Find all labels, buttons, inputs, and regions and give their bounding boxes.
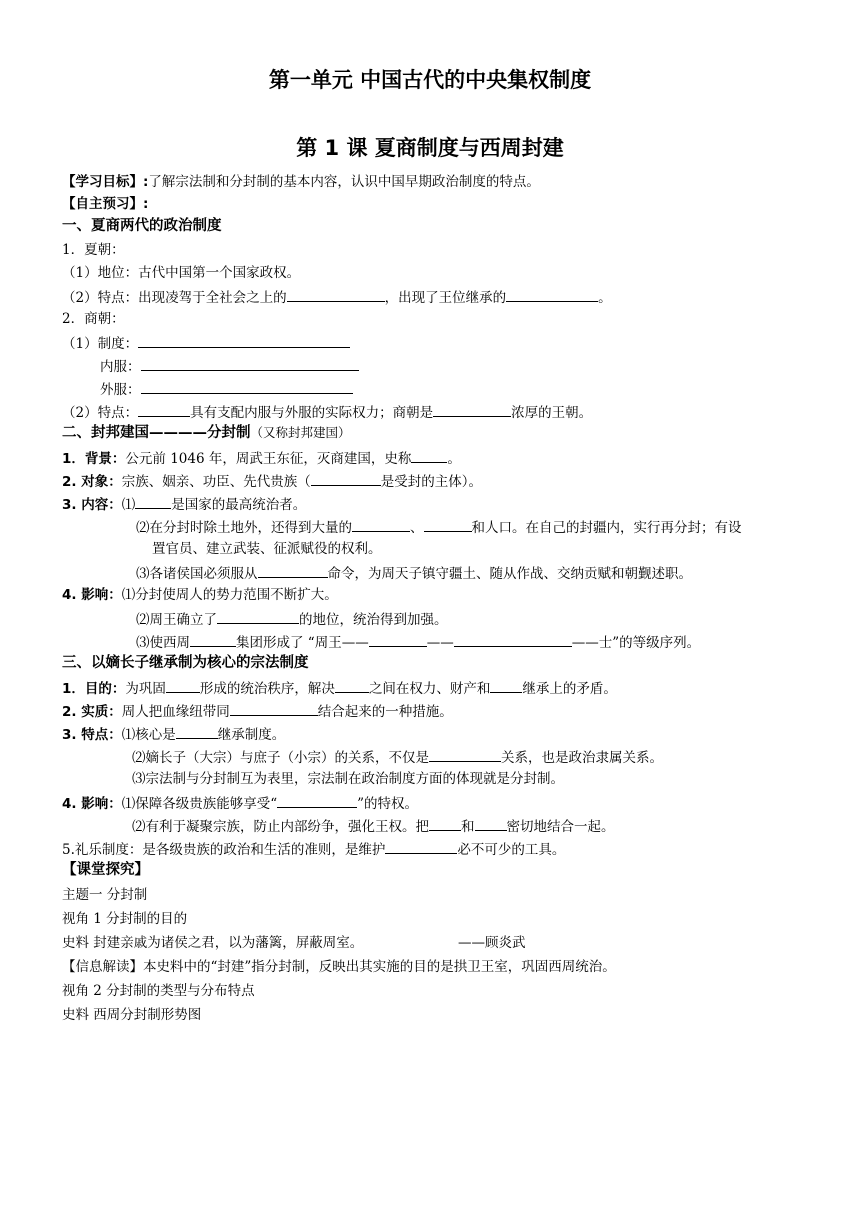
blank-field[interactable] <box>433 402 511 417</box>
fengjian-objects-text-1: 宗族、姻亲、功臣、先代贵族（ <box>121 474 311 490</box>
blank-field[interactable] <box>490 678 522 693</box>
info-interpretation <box>62 958 616 976</box>
fengjian-background-label: 1．背景： <box>62 451 126 467</box>
info-interpretation-text: 本史料中的“封建”指分封制，反映出其实施的目的是拱卫王室，巩固西周统治。 <box>143 959 616 975</box>
fengjian-objects-label: 2. 对象： <box>62 474 122 490</box>
unit-title: 第一单元 中国古代的中央集权制度 <box>268 68 592 92</box>
zongfa-impact-1-text-1: ⑴保障各级贵族能够享受“ <box>121 796 278 812</box>
fengjian-content-1 <box>62 494 306 514</box>
source-2: 史料 西周分封制形势图 <box>62 1007 202 1023</box>
blank-field[interactable] <box>454 632 572 647</box>
shang-neifu-text: 内服： <box>100 359 141 375</box>
fengjian-content-3-text-1: ⑶各诸侯国必须服从 <box>136 566 258 582</box>
blank-field[interactable] <box>176 724 218 739</box>
fengjian-content-2-text-2: 、 <box>410 520 424 536</box>
zongfa-impact-label: 4. 影响： <box>62 796 122 812</box>
fengjian-content-3 <box>136 563 692 583</box>
blank-field[interactable] <box>135 494 171 509</box>
fengjian-impact-1-text: ⑴分封使周人的势力范围不断扩大。 <box>121 587 338 603</box>
shang-waifu <box>100 379 353 399</box>
blank-field[interactable] <box>311 471 381 486</box>
xia-feature-text-3: 。 <box>598 290 612 306</box>
zongfa-impact-2-text-3: 密切地结合一起。 <box>506 819 615 835</box>
shang-system-text: （1）制度： <box>62 336 139 352</box>
blank-field[interactable] <box>190 632 236 647</box>
zongfa-feature-3: ⑶宗法制与分封制互为表里，宗法制在政治制度方面的体现就是分封制。 <box>132 771 564 787</box>
zongfa-essence-text-1: 周人把血缘纽带同 <box>121 704 230 720</box>
self-preview <box>62 195 148 213</box>
zongfa-impact-2-text-1: ⑵有利于凝聚宗族，防止内部纷争，强化王权。把 <box>132 819 429 835</box>
xia-feature-text-1: （2）特点：出现凌驾于全社会之上的 <box>62 290 287 306</box>
fengjian-impact-2-text-2: 的地位，统治得到加强。 <box>299 612 448 628</box>
section-2-heading <box>62 424 351 442</box>
blank-field[interactable] <box>335 678 369 693</box>
fengjian-impact-3 <box>136 632 700 652</box>
liyue-system-text-2: 必不可少的工具。 <box>457 842 566 858</box>
blank-field[interactable] <box>429 816 461 831</box>
learning-goal <box>62 173 540 191</box>
blank-field[interactable] <box>230 701 318 716</box>
shang-feature <box>62 402 592 422</box>
zongfa-impact-2-text-2: 和 <box>461 819 475 835</box>
shang-waifu-text: 外服： <box>100 382 141 398</box>
source-1-author: ——顾炎武 <box>458 935 526 951</box>
fengjian-content-label: 3. 内容： <box>62 497 122 513</box>
classroom-explore-label: 【课堂探究】 <box>62 862 149 878</box>
zongfa-aim-text-4: 继承上的矛盾。 <box>522 681 617 697</box>
blank-field[interactable] <box>385 839 457 854</box>
blank-field[interactable] <box>429 747 501 762</box>
blank-field[interactable] <box>411 448 447 463</box>
blank-field[interactable] <box>141 379 353 394</box>
section-2-heading-text: 二、封邦建国————分封制 <box>62 425 251 441</box>
view-1: 视角 1 分封制的目的 <box>62 911 188 927</box>
xia-label: 1．夏朝： <box>62 242 125 258</box>
zongfa-impact-1 <box>62 793 418 813</box>
shang-feature-text-1: （2）特点： <box>62 405 139 421</box>
fengjian-impact-label: 4. 影响： <box>62 587 122 603</box>
xia-status: （1）地位：古代中国第一个国家政权。 <box>62 265 301 281</box>
fengjian-impact-3-text-1: ⑶使西周 <box>136 635 190 651</box>
fengjian-content-1-text: 是国家的最高统治者。 <box>171 497 307 513</box>
shang-feature-text-2: 具有支配内服与外服的实际权力；商朝是 <box>190 405 434 421</box>
zongfa-aim <box>62 678 617 698</box>
fengjian-background-text-2: 。 <box>447 451 461 467</box>
fengjian-content-2 <box>136 517 742 537</box>
zongfa-aim-text-2: 形成的统治秩序，解决 <box>199 681 335 697</box>
fengjian-objects <box>62 471 482 491</box>
zongfa-essence-text-2: 结合起来的一种措施。 <box>317 704 453 720</box>
fengjian-impact-3-text-2: 集团形成了 “周王—— <box>236 635 369 651</box>
fengjian-content-1-num: ⑴ <box>121 497 136 513</box>
zongfa-impact-1-text-2: ”的特权。 <box>357 796 419 812</box>
learning-goal-colon: : <box>143 174 149 190</box>
fengjian-background <box>62 448 461 468</box>
zongfa-aim-label: 1．目的： <box>62 681 126 697</box>
zongfa-aim-text-3: 之间在权力、财产和 <box>368 681 491 697</box>
zongfa-feature-1-text-2: 继承制度。 <box>217 727 286 743</box>
zongfa-feature-2 <box>132 747 663 767</box>
fengjian-impact-2 <box>136 609 448 629</box>
section-1-heading: 一、夏商两代的政治制度 <box>62 218 222 234</box>
zongfa-essence-label: 2. 实质： <box>62 704 122 720</box>
blank-field[interactable] <box>369 632 427 647</box>
blank-field[interactable] <box>287 287 385 302</box>
zongfa-aim-text-1: 为巩固 <box>125 681 166 697</box>
zongfa-impact-2 <box>132 816 615 836</box>
fengjian-content-2-text-1: ⑵在分封时除土地外，还得到大量的 <box>136 520 352 536</box>
zongfa-feature-1-text-1: ⑴核心是 <box>121 727 176 743</box>
info-interpretation-label: 【信息解读】 <box>62 959 143 975</box>
lesson-title: 第 1 课 夏商制度与西周封建 <box>296 136 564 160</box>
self-preview-label: 【自主预习】 <box>62 196 143 212</box>
fengjian-content-2-cont: 置官员、建立武装、征派赋役的权利。 <box>152 541 382 557</box>
liyue-system <box>62 839 565 859</box>
zongfa-essence <box>62 701 453 721</box>
fengjian-content-2-text-3: 和人口。在自己的封疆内，实行再分封；有设 <box>471 520 742 536</box>
fengjian-content-3-text-2: 命令，为周天子镇守疆土、随从作战、交纳贡赋和朝觐述职。 <box>327 566 692 582</box>
shang-neifu <box>100 356 359 376</box>
zongfa-feature-2-text-2: 关系，也是政治隶属关系。 <box>501 750 663 766</box>
liyue-system-text-1: 5.礼乐制度：是各级贵族的政治和生活的准则，是维护 <box>62 842 386 858</box>
fengjian-impact-2-text-1: ⑵周王确立了 <box>136 612 217 628</box>
source-1: 史料 封建亲戚为诸侯之君，以为藩篱，屏蔽周室。 <box>62 935 364 951</box>
fengjian-impact-1 <box>62 586 338 604</box>
xia-feature-text-2: ，出现了王位继承的 <box>384 290 507 306</box>
blank-field[interactable] <box>506 287 598 302</box>
topic-1: 主题一 分封制 <box>62 887 148 903</box>
fengjian-objects-text-2: 是受封的主体）。 <box>380 474 482 490</box>
zongfa-feature-1 <box>62 724 285 744</box>
fengjian-background-text-1: 公元前 1046 年，周武王东征，灭商建国，史称 <box>125 451 412 467</box>
shang-feature-text-3: 浓厚的王朝。 <box>511 405 593 421</box>
shang-system <box>62 333 350 353</box>
fengjian-impact-3-text-3: —— <box>426 635 454 651</box>
blank-field[interactable] <box>141 356 359 371</box>
blank-field[interactable] <box>217 609 299 624</box>
view-2: 视角 2 分封制的类型与分布特点 <box>62 983 255 999</box>
section-2-heading-note: （又称封邦建国） <box>250 425 351 440</box>
blank-field[interactable] <box>138 402 190 417</box>
learning-goal-text: 了解宗法制和分封制的基本内容，认识中国早期政治制度的特点。 <box>148 174 540 190</box>
self-preview-colon: : <box>143 196 149 212</box>
zongfa-feature-label: 3. 特点： <box>62 727 122 743</box>
zongfa-feature-2-text-1: ⑵嫡长子（大宗）与庶子（小宗）的关系，不仅是 <box>132 750 429 766</box>
blank-field[interactable] <box>424 517 472 532</box>
learning-goal-label: 【学习目标】 <box>62 174 143 190</box>
blank-field[interactable] <box>277 793 357 808</box>
blank-field[interactable] <box>258 563 328 578</box>
fengjian-impact-3-text-4: ——士”的等级序列。 <box>571 635 701 651</box>
blank-field[interactable] <box>475 816 507 831</box>
blank-field[interactable] <box>138 333 350 348</box>
blank-field[interactable] <box>166 678 200 693</box>
section-3-heading: 三、以嫡长子继承制为核心的宗法制度 <box>62 655 309 671</box>
xia-feature <box>62 287 612 307</box>
blank-field[interactable] <box>352 517 410 532</box>
shang-label: 2．商朝： <box>62 311 125 327</box>
